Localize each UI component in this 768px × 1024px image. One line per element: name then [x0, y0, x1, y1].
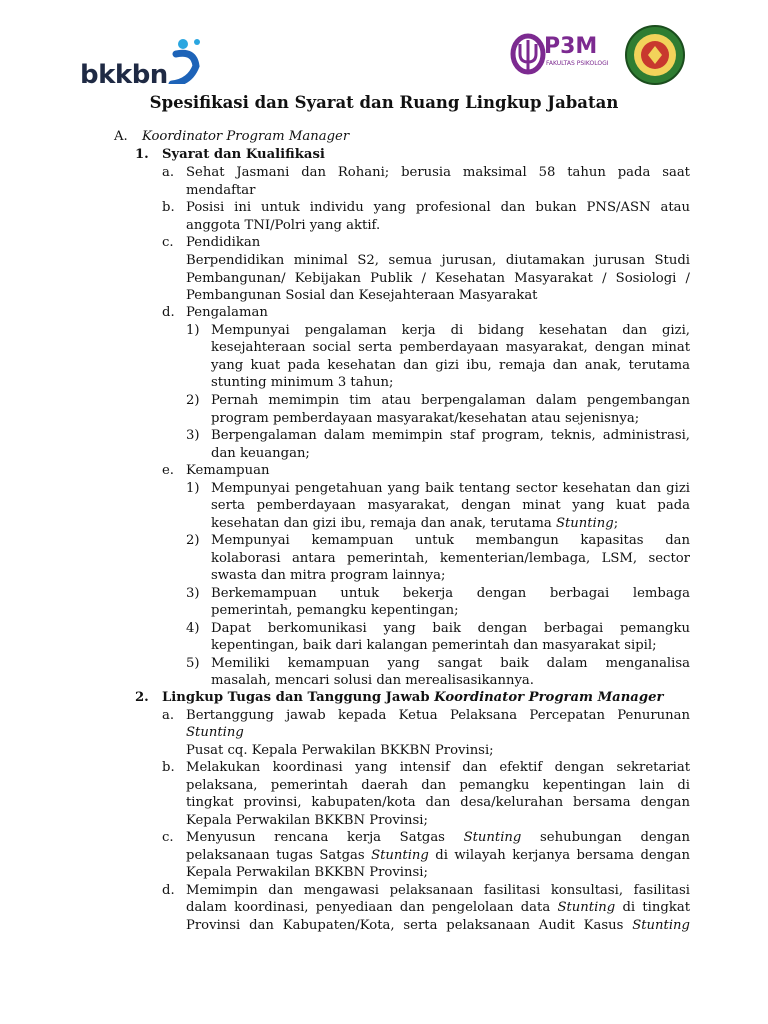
item-2b-line: pelaksana, pemerintah daerah dan pemangku kepentingan lain di [186, 778, 690, 793]
item-c-line: Berpendidikan minimal S2, semua jurusan, diutamakan jurusan Studi [186, 253, 690, 268]
item-2c-line: Menyusun rencana kerja Satgas Stunting sehubungan dengan [186, 830, 690, 845]
sub-item-line: program pemberdayaan masyarakat/kesehatan atau sejenisnya; [211, 411, 640, 426]
p3m-logo [508, 32, 618, 82]
sub-item-line: Mempunyai kemampuan untuk membangun kapasitas dan [211, 533, 690, 548]
sub-item-line: Mempunyai pengetahuan yang baik tentang sector kesehatan dan gizi [211, 481, 690, 496]
sub-item-line: Mempunyai pengalaman kerja di bidang kesehatan dan gizi, [211, 323, 690, 338]
item-2c-marker: c. [162, 830, 174, 845]
item-c-marker: c. [162, 235, 174, 250]
bkkbn-logo [80, 36, 210, 88]
item-a-line: Sehat Jasmani dan Rohani; berusia maksimal 58 tahun pada saat [186, 165, 690, 180]
sub-item-line: Memiliki kemampuan yang sangat baik dalam menganalisa [211, 656, 690, 671]
university-seal-icon [624, 24, 686, 90]
psi-icon [508, 32, 548, 78]
item-e-marker: e. [162, 463, 174, 478]
sub-item-marker: 3) [186, 428, 200, 443]
sub-item-line: stunting minimum 3 tahun; [211, 375, 394, 390]
item-e-title: Kemampuan [186, 463, 270, 478]
item-d-title: Pengalaman [186, 305, 268, 320]
item-2b-line: Kepala Perwakilan BKKBN Provinsi; [186, 813, 428, 828]
sub-item-line: Berkemampuan untuk bekerja dengan berbagai lembaga [211, 586, 690, 601]
page-title: Spesifikasi dan Syarat dan Ruang Lingkup Jabatan [149, 93, 619, 112]
sub-item-line: yang kuat pada kesehatan dan gizi ibu, remaja dan anak, terutama [211, 358, 690, 373]
item-2a-line: Bertanggung jawab kepada Ketua Pelaksana Percepatan Penurunan [186, 708, 690, 723]
sub-item-marker: 4) [186, 621, 200, 636]
bkkbn-logo-text: bkkbn [80, 60, 168, 90]
sub-item-line: Berpengalaman dalam memimpin staf program, teknis, administrasi, [211, 428, 690, 443]
section-1-marker: 1. [135, 147, 149, 162]
sub-item-line: dan keuangan; [211, 446, 310, 461]
sub-item-line: pemerintah, pemangku kepentingan; [211, 603, 459, 618]
sub-item-line: kesejahteraan social serta pemberdayaan masyarakat, dengan minat [211, 340, 690, 355]
item-2c-line: pelaksanaan tugas Satgas Stunting di wilayah kerjanya bersama dengan [186, 848, 690, 863]
item-2d-line: Memimpin dan mengawasi pelaksanaan fasilitasi konsultasi, fasilitasi [186, 883, 690, 898]
item-2c-line: Kepala Perwakilan BKKBN Provinsi; [186, 865, 428, 880]
sub-item-line: Dapat berkomunikasi yang baik dengan berbagai pemangku [211, 621, 690, 636]
section-a-marker: A. [114, 129, 128, 144]
sub-item-marker: 1) [186, 481, 200, 496]
sub-item-line: Pernah memimpin tim atau berpengalaman dalam pengembangan [211, 393, 690, 408]
sub-item-line: masalah, mencari solusi dan merealisasikannya. [211, 673, 534, 688]
item-b-line: Posisi ini untuk individu yang profesional dan bukan PNS/ASN atau [186, 200, 690, 215]
sub-item-line: swasta dan mitra program lainnya; [211, 568, 446, 583]
section-2-marker: 2. [135, 690, 149, 705]
item-2b-line: tingkat provinsi, kabupaten/kota dan desa/kelurahan bersama dengan [186, 795, 690, 810]
item-2a-line: Stunting [186, 725, 244, 740]
item-2b-line: Melakukan koordinasi yang intensif dan efektif dengan sekretariat [186, 760, 690, 775]
sub-item-line: kesehatan dan gizi ibu, remaja dan anak, terutama Stunting; [211, 516, 619, 531]
item-b-marker: b. [162, 200, 175, 215]
item-b-line: anggota TNI/Polri yang aktif. [186, 218, 381, 233]
sub-item-marker: 1) [186, 323, 200, 338]
header [0, 18, 768, 88]
item-d-marker: d. [162, 305, 175, 320]
item-c-line: Pembangunan/ Kebijakan Publik / Kesehatan Masyarakat / Sosiologi / [186, 271, 690, 286]
section-1-title: Syarat dan Kualifikasi [162, 147, 325, 162]
sub-item-marker: 2) [186, 533, 200, 548]
item-c-title: Pendidikan [186, 235, 261, 250]
item-c-line: Pembangunan Sosial dan Kesejahteraan Masyarakat [186, 288, 538, 303]
sub-item-marker: 5) [186, 656, 200, 671]
item-2b-marker: b. [162, 760, 175, 775]
item-2a-line: Pusat cq. Kepala Perwakilan BKKBN Provinsi; [186, 743, 494, 758]
sub-item-line: kepentingan, baik dari kalangan pemerintah dan masyarakat sipil; [211, 638, 657, 653]
sub-item-line: serta pemberdayaan masyarakat, dengan minat yang kuat pada [211, 498, 690, 513]
sub-item-marker: 2) [186, 393, 200, 408]
sub-item-line: kolaborasi antara pemerintah, kementerian/lembaga, LSM, sector [211, 551, 690, 566]
item-2d-line: Provinsi dan Kabupaten/Kota, serta pelaksanaan Audit Kasus Stunting [186, 918, 690, 933]
sub-item-marker: 3) [186, 586, 200, 601]
item-2a-marker: a. [162, 708, 175, 723]
section-2-title: Lingkup Tugas dan Tanggung Jawab Koordinator Program Manager [162, 690, 664, 705]
item-a-line: mendaftar [186, 183, 256, 198]
item-2d-marker: d. [162, 883, 175, 898]
p3m-logo-subtitle: FAKULTAS PSIKOLOGI [546, 60, 609, 67]
section-a-title: Koordinator Program Manager [142, 129, 350, 144]
item-a-marker: a. [162, 165, 175, 180]
p3m-logo-text: P3M [544, 34, 598, 59]
item-2d-line: dalam koordinasi, penyediaan dan pengelolaan data Stunting di tingkat [186, 900, 690, 915]
